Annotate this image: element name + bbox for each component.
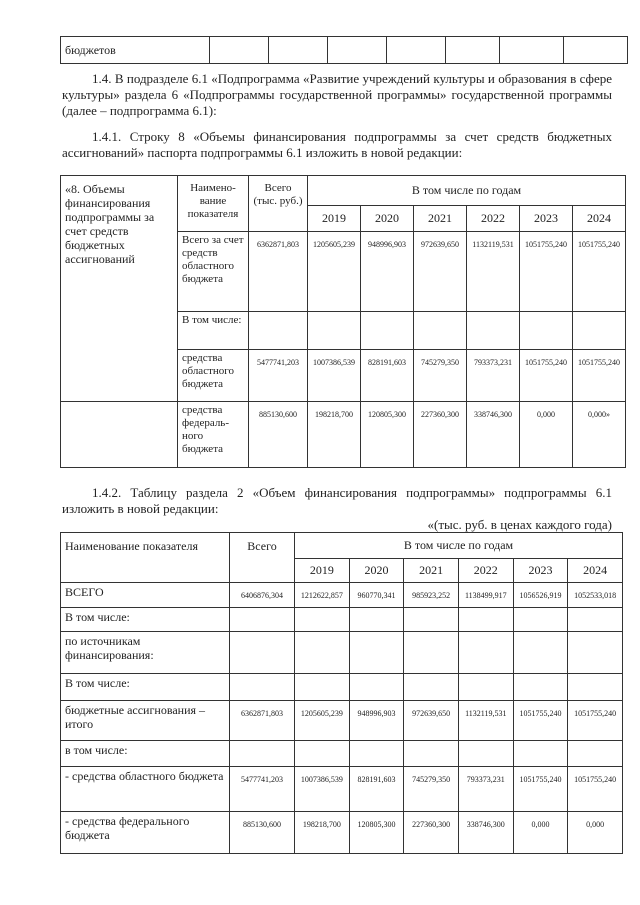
table-row (61, 402, 626, 468)
year-header: 2020 (349, 559, 404, 583)
col-total-header: Всего (230, 533, 295, 583)
cell-value: 828191,603 (361, 350, 414, 402)
paragraph-1-4-1: 1.4.1. Строку 8 «Объемы финансирования подпрограммы за счет средств бюджетных ассигнований» паспорта подпрограммы 6.1 изложить в новой редакции: (62, 129, 612, 160)
year-header: 2019 (308, 206, 361, 232)
cell-value: 338746,300 (467, 402, 520, 468)
table-row (61, 674, 623, 700)
table-row (61, 607, 623, 631)
row-total (230, 740, 295, 766)
cell-value (349, 631, 404, 673)
top-table-label: бюджетов (61, 37, 210, 64)
top-table-fragment (60, 36, 628, 64)
cell-value: 1051755,240 (513, 767, 568, 811)
row-name: ВСЕГО (61, 583, 230, 607)
row-total: 6362871,803 (249, 232, 308, 312)
cell-value: 0,000» (573, 402, 626, 468)
year-header: 2023 (520, 206, 573, 232)
cell-value: 1051755,240 (568, 700, 623, 740)
table-row (61, 740, 623, 766)
cell-value: 1051755,240 (568, 767, 623, 811)
cell-value: 972639,650 (404, 700, 459, 740)
cell-value (349, 740, 404, 766)
table-cell (328, 37, 387, 64)
year-header: 2020 (361, 206, 414, 232)
paragraph-1-4-2: 1.4.2. Таблицу раздела 2 «Объем финансирования подпрограммы» подпрограммы 6.1 изложить в новой редакции: (62, 485, 612, 516)
cell-value (404, 674, 459, 700)
cell-value: 227360,300 (414, 402, 467, 468)
cell-value (458, 631, 513, 673)
cell-value: 1056526,919 (513, 583, 568, 607)
cell-value (404, 631, 459, 673)
cell-value (295, 740, 350, 766)
table-cell (210, 37, 269, 64)
table-cell (446, 37, 500, 64)
cell-value: 1051755,240 (520, 232, 573, 312)
year-header: 2019 (295, 559, 350, 583)
cell-value: 828191,603 (349, 767, 404, 811)
cell-value (295, 674, 350, 700)
cell-value: 948996,903 (349, 700, 404, 740)
row-total: 5477741,203 (249, 350, 308, 402)
cell-value: 198218,700 (295, 811, 350, 853)
cell-value (513, 740, 568, 766)
col-name-header: Наимено-вание показателя (178, 176, 249, 232)
row-name: В том числе: (61, 607, 230, 631)
table-cell (387, 37, 446, 64)
table-cell (500, 37, 564, 64)
row-total: 885130,600 (230, 811, 295, 853)
cell-value (458, 740, 513, 766)
cell-value: 1051755,240 (573, 350, 626, 402)
cell-value: 338746,300 (458, 811, 513, 853)
year-header: 2023 (513, 559, 568, 583)
table-row (61, 700, 623, 740)
row-name: по источникам финансирования: (61, 631, 230, 673)
cell-value: 0,000 (568, 811, 623, 853)
cell-value (414, 312, 467, 350)
cell-value (513, 674, 568, 700)
cell-value: 1205605,239 (308, 232, 361, 312)
year-header: 2021 (404, 559, 459, 583)
cell-value (404, 740, 459, 766)
cell-value: 1052533,018 (568, 583, 623, 607)
col-years-header: В том числе по годам (295, 533, 623, 559)
cell-value: 198218,700 (308, 402, 361, 468)
cell-value: 745279,350 (414, 350, 467, 402)
year-header: 2021 (414, 206, 467, 232)
row-name: Всего за счет средств областного бюджета (178, 232, 249, 312)
cell-value: 745279,350 (404, 767, 459, 811)
cell-value: 1007386,539 (308, 350, 361, 402)
cell-value: 1132119,531 (458, 700, 513, 740)
cell-value (467, 312, 520, 350)
row-name: - средства областного бюджета (61, 767, 230, 811)
cell-value (568, 674, 623, 700)
cell-value (349, 607, 404, 631)
cell-value (568, 607, 623, 631)
financing-table (60, 532, 623, 854)
row-name: В том числе: (61, 674, 230, 700)
cell-value: 793373,231 (458, 767, 513, 811)
row-name: средства федераль-ного бюджета (178, 402, 249, 468)
cell-value (513, 607, 568, 631)
year-header: 2024 (568, 559, 623, 583)
row-name: средства областного бюджета (178, 350, 249, 402)
cell-value: 0,000 (513, 811, 568, 853)
cell-value: 1051755,240 (520, 350, 573, 402)
col-total-header: Всего (тыс. руб.) (249, 176, 308, 232)
cell-value (308, 312, 361, 350)
cell-value (520, 312, 573, 350)
table-row (61, 811, 623, 853)
row-total: 6362871,803 (230, 700, 295, 740)
year-header: 2022 (458, 559, 513, 583)
table-row (61, 583, 623, 607)
cell-value (458, 607, 513, 631)
row-total (249, 312, 308, 350)
cell-value (568, 631, 623, 673)
cell-value: 972639,650 (414, 232, 467, 312)
table-row (61, 767, 623, 811)
cell-value (458, 674, 513, 700)
table-cell (564, 37, 628, 64)
cell-value (568, 740, 623, 766)
cell-value: 1051755,240 (513, 700, 568, 740)
cell-value (295, 631, 350, 673)
cell-value (361, 312, 414, 350)
year-header: 2024 (573, 206, 626, 232)
units-note: «(тыс. руб. в ценах каждого года) (427, 517, 612, 532)
cell-value: 1138499,917 (458, 583, 513, 607)
cell-value (513, 631, 568, 673)
cell-value: 1212622,857 (295, 583, 350, 607)
cell-value: 960770,341 (349, 583, 404, 607)
row-name: В том числе: (178, 312, 249, 350)
table-cell (269, 37, 328, 64)
cell-value: 1007386,539 (295, 767, 350, 811)
cell-value: 120805,300 (349, 811, 404, 853)
cell-value: 1205605,239 (295, 700, 350, 740)
row-total (230, 631, 295, 673)
col-years-header: В том числе по годам (308, 176, 626, 206)
cell-value: 1132119,531 (467, 232, 520, 312)
cell-value: 227360,300 (404, 811, 459, 853)
row-name: - средства федерального бюджета (61, 811, 230, 853)
row-total (230, 607, 295, 631)
cell-value: 985923,252 (404, 583, 459, 607)
cell-value: 1051755,240 (573, 232, 626, 312)
table-row (61, 631, 623, 673)
paragraph-1-4: 1.4. В подразделе 6.1 «Подпрограмма «Развитие учреждений культуры и образования в сфере культуры» раздела 6 «Подпрограммы государственной программы» государственной программы (далее – подпрограмма 6.1): (62, 71, 612, 118)
passport-table (60, 175, 626, 468)
cell-value: 120805,300 (361, 402, 414, 468)
col-name-header: Наименование показателя (61, 533, 230, 583)
cell-value (404, 607, 459, 631)
passport-row-header: «8. Объемы финансирования подпрограммы за счет средств бюджетных ассигнований (61, 176, 178, 402)
row-total (230, 674, 295, 700)
cell-value (295, 607, 350, 631)
row-total: 6406876,304 (230, 583, 295, 607)
row-total: 885130,600 (249, 402, 308, 468)
cell-value: 0,000 (520, 402, 573, 468)
table-cell (61, 402, 178, 468)
row-total: 5477741,203 (230, 767, 295, 811)
year-header: 2022 (467, 206, 520, 232)
cell-value: 948996,903 (361, 232, 414, 312)
row-name: бюджетные ассигнования – итого (61, 700, 230, 740)
cell-value (573, 312, 626, 350)
cell-value: 793373,231 (467, 350, 520, 402)
row-name: в том числе: (61, 740, 230, 766)
cell-value (349, 674, 404, 700)
